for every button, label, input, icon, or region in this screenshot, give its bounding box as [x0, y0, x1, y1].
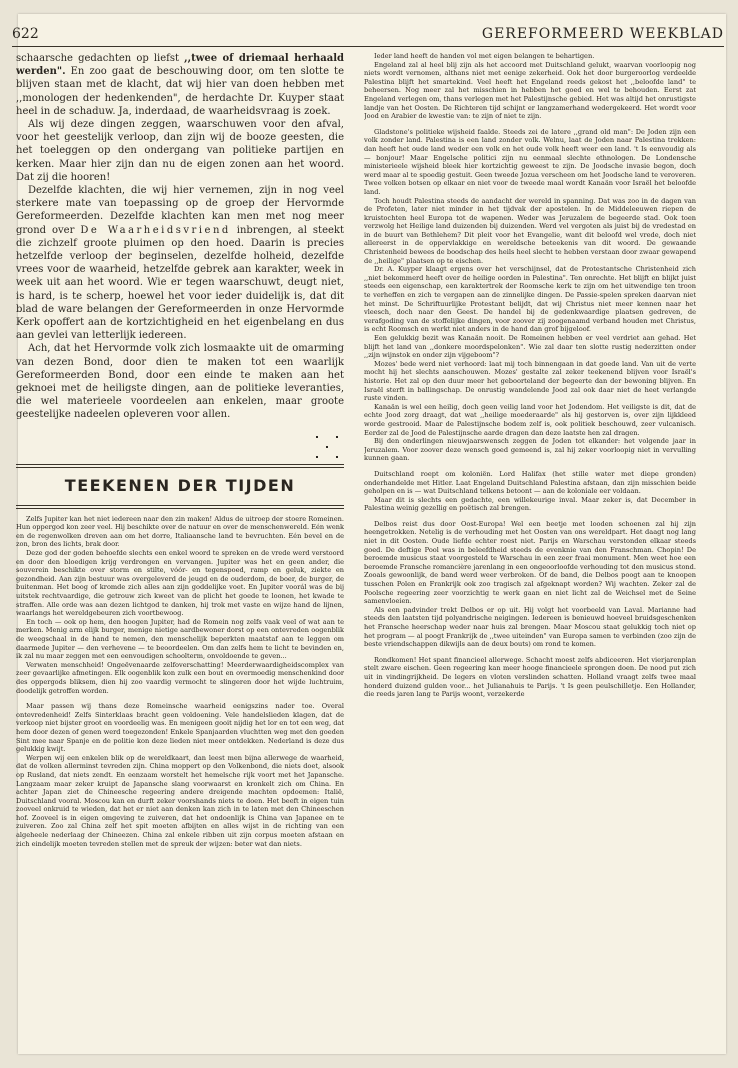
dot [326, 446, 328, 448]
paragraph: Gladstone's politieke wijsheid faalde. Steeds zei de latere ,,grand old man": De Joden zijn een volk zonder land. Palestina is een land zonder volk. Welnu, laat de Joden naar Palestina trekken: dan heeft het oude land weder een volk en het oude volk heeft weer een land. 't Is eenvoudig als — bonjour! Maar Engelsche politici zijn nu eenmaal slechte ethnologen. De Londensche ministerieele wijsheid bleek hier kortzichtig geweest te zijn. De Joodsche invasie begon, doch werd maar al te spoedig gestuit. Geen tweede Jozua verscheen om het Joodsche land te veroveren. Twee volken botsen op elkaar en niet voor de tweede maal wordt Kanaän voor Israël het beloofde land. [364, 127, 696, 196]
text-run: Dezelfde klachten, die wij hier vernemen, zijn in nog veel sterkere mate van toepassing op de groep der Hervormde Gereformeerden. Dezelfde klachten kan men met nog meer grond over [16, 185, 344, 236]
text-run: En zoo gaat de beschouwing door, om ten slotte te blijven staan met de klacht, dat wij hier van doen hebben met ,,monologen der hedenkenden", de herdachte Dr. Kuyper staat heel in de schaduw. Ja, inderdaad, de waarheidsvraag is zoek. [16, 66, 344, 117]
paragraph: Deze god der goden behoefde slechts een enkel woord te spreken en de vrede werd verstoord en door den bloedigen krijg verdrongen en vervangen. Jupiter was het en geen ander, die souverein beschikte over storm en stilte, vóór- en tegenspoed, ramp en geluk, ziekte en gezondheid. Aan zijn bestuur was overgeleverd de jeugd en de ouderdom, de boer, de burger, de buitenman. Het boog of kromde zich alles aan zijn goddelijke voet. En Jupiter voorál was de bij uitstek rechtvaardige, die getrouw zich kweet van de plicht het goede te loonen, het kwade te straffen. Alle orde was aan dezen lichtgod te danken, hij trok met vaste en wijze hand de lijnen, waarlangs het wereldgebeuren zich voortbewoog. [16, 549, 344, 618]
paragraph: Ieder land heeft de handen vol met eigen belangen te behartigen. [374, 52, 595, 60]
paragraph: Maar dit is slechts een gedachte, een willekeurige inval. Maar zeker is, dat December in Palestina weinig gezellig en poëtisch zal brengen. [364, 495, 696, 513]
paragraph: Rondkomen! Het spant financieel allerwege. Schacht moest zelfs abdiceeren. Het vierjarenplan stelt zware eischen. Geen regeering kan meer hooge financieele sprongen doen. De nood put zich uit in vindingrijkheid. De legers en vloten verslinden schatten. Holland vraagt zelfs twee maal honderd duizend gulden voor... het Julianahuis te Parijs. 't Is geen peulschilletje. Een Hollander, die reeds jaren lang te Parijs woont, verzekerde [364, 655, 696, 699]
paragraph: Als wij deze dingen zeggen, waarschuwen voor den afval, voor het geestelijk verloop, dan zijn wij de booze geesten, die het toeleggen op den ondergang van politieke partijen en kerken. Maar hier zijn dan nu de eigen zonen aan het woord. Dat zij die hooren! [16, 119, 344, 183]
paragraph: Bij den onderlingen nieuwjaarswensch zeggen de Joden tot elkander: het volgende jaar in Jeruzalem. Voor zoover deze wensch goed gemeend is, zal hij zeker voorloopig niet in vervulling kunnen gaan. [364, 437, 696, 463]
paragraph: Toch houdt Palestina steeds de aandacht der wereld in spanning. Dat was zoo in de dagen van de Profeten, later niet minder in het tijdvak der apostelen. In de Middeleeuwen riepen de kruistochten heel Europa tot de wapenen. Weder was Jeruzalem de begeerde stad. Ook toen verzwolg het Heilige land duizenden bij duizenden. Werd vel vergoten als juist bij de vredestad en in de buurt van Bethlehem? Dit pleit voor het Evangelie, want dit beloofd wel vrede, doch niet allereerst in de oppervlakkige en wereldsche beteekenis van dit woord. De gewaande Christenheid bewees de boodschap des heils heel slecht te hebben verstaan door zwaar gewapend de ,,heilige" plaatsen op te eischen. [364, 196, 696, 265]
section-rule-bottom [16, 508, 344, 509]
paragraph: Duitschland roept om koloniën. Lord Halifax (het stille water met diepe gronden) onderhandelde met Hitler. Laat Engeland Duitschland Palestina afstaan, dan zijn misschien beide geholpen en is — wat Duitschland telkens betoont — aan de koloniale eer voldaan. [364, 469, 696, 496]
paragraph: Engeland zal al heel blij zijn als het accoord met Duitschland gelukt, waarvan voorloopig nog niets wordt vernomen, althans niet met eenige zekerheid. Ook het door burgeroorlog verdeelde Palestina blijft het smartekind. Veel heeft het Engeland reeds gekost het ,,beloofde land" te beheersen. Nog meer zal het misschien in hebben het goed en wel te behouden. Eerst zat Engeland verlegen om, thans verlegen met het Palestijnsche gebied. Het was altijd het onrustigste landje van het Oosten. De Richteren tijd schijnt er langzamerhand wedergekeerd. Het wordt voor Jood en Arabier de kwestie van: te zijn of niet te zijn. [364, 60, 696, 121]
dot [316, 436, 318, 438]
text-run: inbrengen, al steekt die zichzelf groote pluimen op den hoed. Daarin is precies hetzelfde verloop der beginselen, dezelfde holheid, dezelfde vrees voor de waarheid, hetzelfde gebrek aan karakter, week in week uit aan het woord. Wie er tegen waarschuwt, deugt niet, is hard, is te scherp, hoewel het voor ieder duidelijk is, dat dit blad de ware belangen der Gereformeerden in onze Hervormde Kerk opoffert aan de kortzichtigheid en het eigenbelang en dus aan gevlei van letterlijk iedereen. [16, 224, 344, 342]
paragraph: Mozes' bede werd niet verhoord: laat mij toch binnengaan in dat goede land. Van uit de verte mocht hij het slechts aanschouwen. Mozes' gestalte zal zeker teekenend blijven voor Israël's historie. Het zal op den duur meer het geboorteland der begeerte dan der bewoning blijven. En Israël sterft in ballingschap. De onrustig wandelende Jood zal ook daar niet de heet verlangde ruste vinden. [364, 359, 696, 403]
publication-title: GEREFORMEERD WEEKBLAD [481, 26, 724, 42]
paragraph: Zelfs Jupiter kan het niet iedereen naar den zin maken! Aldus de uitroep der stoere Romeinen. Hun oppergod kon zeer veel. Hij beschikte over de natuur en over de menschenwereld. Eén wenk en de regenwolken dreven aan om het dorre, Italiaansche land te bevruchten. Eén bevel en de zon, bron des lichts, brak door. [16, 514, 344, 549]
right-column [364, 52, 696, 1027]
dot [316, 456, 318, 458]
paragraph: Maar passen wij thans deze Romeinsche waarheid eenigszins nader toe. Overal ontevredenheid! Zelfs Sinterklaas bracht geen voldoening. Vele handelslieden klagen, dat de verkoop niet bijster groot en voordeelig was. En menigeen gooit nijdig het lor en tot een weg, dat hem door dezen of genen werd toegezonden! Enkele Spanjaarden vluchtten weg met den goeden Sint mee naar Spanje en de politie kon deze lieden niet meer ontdekken. Nederland is deze dus gelukkig kwijt. [16, 702, 344, 754]
paragraph: Delbos reist dus door Oost-Europa! Wel een beetje met looden schoenen zal hij zijn heengetrokken. Netelig is de verhouding met het Oosten van ons wereldpart. Het daagt nog lang niet in dit Oosten. Oude liefde echter roest niet. Parijs en Warschau verstonden elkaar steeds goed. De deftige Pool was in beleefdheid steeds de evenknie van den Franschman. Chopin! De beroemde musicus staat voorgesteld te Warschau in een zeer fraai monument. Men weet hoe een beroemde Fransche romancière jarenlang in een ongeoorloofde verhouding tot den musicus stond. Zooals gewoonlijk, de band werd weer verbroken. Of de band, die Delbos poogt aan te knoopen tusschen Polen en Frankrijk ook zoo tragisch zal afgeknapt worden? Wij wachten. Zeker zal de Poolsche regeering zeer voorzichtig te werk gaan en niet licht zal de Weichsel met de Seine samenvloeien. [364, 519, 696, 606]
paragraph: En toch — ook op hem, den hoogen Jupiter, had de Romein nog zelfs vaak veel of wat aan te merken. Menig arm elijk burger, menige nietige aardbewoner dorst op een ontevreden oogenblik de weegschaal in de hand te nemen, den menschelijk beperkten maatstaf aan te leggen om daarmede Jupiter — den verhevene — te beoordeelen. Om dan zelfs hem te licht te bevinden en, ik zal nu maar zeggen met een eenvoudigen schoolterm, onvoldoende te geven... [16, 617, 344, 661]
text-run: schaarsche gedachten op liefst [16, 53, 185, 64]
left-column [16, 52, 344, 1027]
paragraph [16, 52, 344, 118]
paragraph: Dr. A. Kuyper klaagt ergens over het verschijnsel, dat de Protestantsche Christenheid zich ,,niet bekommerd heeft over de heilige oorden in Palestina". Ten onrechte. Het blijft en blijkt juist steeds een eigenschap, een karaktertrek der Roomsche kerk te zijn om het uitwendige ten troon te verheffen en zich te vergapen aan de zinnelijke dingen. De Passie-spelen spreken daarvan niet het minst. De Schriftuurlijke Protestant belijdt, dat wij Christus niet meer kennen naar het vleesch, doch naar den Geest. De handel bij de gedenkwaardige plaatsen gedreven, de verafgoding van de stoffelijke dingen, voor zoover zij zoogenaamd verband houden met Christus, is echt Roomsch en werkt niet anders in de hand dan grof bijgeloof. [364, 265, 696, 334]
editorial-article [16, 52, 344, 422]
spaced-title-text: De Waarheidsvriend [80, 224, 231, 236]
ornamental-dots [16, 422, 344, 464]
section-title: TEEKENEN DER TIJDEN [64, 475, 296, 495]
paragraph [16, 184, 344, 342]
dot [336, 436, 338, 438]
emphasis-text: ,,twee of driemaal herhaald werden". [16, 53, 344, 78]
section-rule-top [16, 464, 344, 465]
page-margin [0, 0, 738, 14]
paragraph: Werpen wij een enkelen blik op de wereldkaart, dan leest men bijna allerwege de waarheid, dat de volken allerminst tevreden zijn. China moppert op den Volkenbond, die niets doet, alsook op Rusland, dat niets zendt. En eenzaam worstelt het hemelsche rijk voort met het Japansche. Langzaam maar zeker kruipt de Japansche slang voorwaarst en kronkelt zich om China. En achter Japan ziet de Chineesche regeering andere dreigende machten opdoemen: Italië, Duitschland vooral. Moscou kan en durft zeker voorshands niets te doen. Het beeft in eigen tuin zooveel onkruid te wieden, dat het er niet aan denken kan zich in te laten met den Chineeschen hof. Zooveel is in eigen omgeving te zuiveren, dat het ondoenlijk is China van Japanee en te zuiveren. Zoo zal China zelf het spit moeten afbijten en alles wijst in de richting van een algeheele nederlaag der Chineezen. China zal enkele ribben uit zijn corpus moeten afstaan en zich eindelijk moeten tevreden stellen met de spreuk der wijzen: beter wat dan niets. [16, 753, 344, 848]
paragraph: Kanaän is wel een heilig, doch geen veilig land voor het Jodendom. Het veiligste is dit, dat de echte Jood zorg draagt, dat wat ,,heilige moederaarde" als hij gestorven is, over zijn lijkkleed worde gestrooid. Maar de Palestijnsche bodem zelf is, ook politiek beschouwd, zeer vulcanisch. Eerder zal de Jood de Palestijnsche aarde dragen dan deze laatste hen zal dragen. [364, 402, 696, 437]
paragraph: Verwaten menschheid! Ongeëvenaarde zelfoverschatting! Meerderwaardigheidscomplex van zeer gevaarlijke afmetingen. Elk oogenblik kon zulk een bout en overmoedig menschenkind door des oppergods bliksem, dien hij zoo vaardig vermocht te slingeren door het wijde luchtruim, doodelijk getroffen worden. [16, 660, 344, 695]
page-number: 622 [12, 26, 39, 42]
paragraph: Als een padvinder trekt Delbos er op uit. Hij volgt het voorbeeld van Laval. Marianne had steeds den laatsten tijd polyandrische neigingen. Iedereen is benieuwd hoeveel bruidsgeschenken het Fransche heerschap weder naar huis zal brengen. Maar Moscou staat gelukkig toch niet op het program — al poogt Frankrijk de ,,twee uiteinden" van Europa samen te verbinden (zoo zijn de beste vriendschappen dikwijls aan de deux bouts) om rond te komen. [364, 605, 696, 649]
section-rule-bottom-thin [16, 505, 344, 506]
paragraph: Ach, dat het Hervormde volk zich losmaakte uit de omarming van dezen Bond, door dien te maken tot een waarlijk Gereformeerden Bond, door een einde te maken aan het geknoei met de heiligste dingen, aan de politieke leveranties, die wel materieele voordeelen aan enkelen, maar groote geestelijke nadeelen opleveren voor allen. [16, 343, 344, 421]
paragraph: Een gelukkig bezit was Kanaän nooit. De Romeinen hebben er veel verdriet aan gehad. Het blijft het land van ,,donkere moordspelonken". Wie zal daar ten slotte rustig nederzitten onder ,,zijn wijnstok en onder zijn vijgeboom"? [364, 334, 696, 360]
section-body [16, 515, 344, 849]
dot [336, 456, 338, 458]
page-header [12, 26, 724, 47]
